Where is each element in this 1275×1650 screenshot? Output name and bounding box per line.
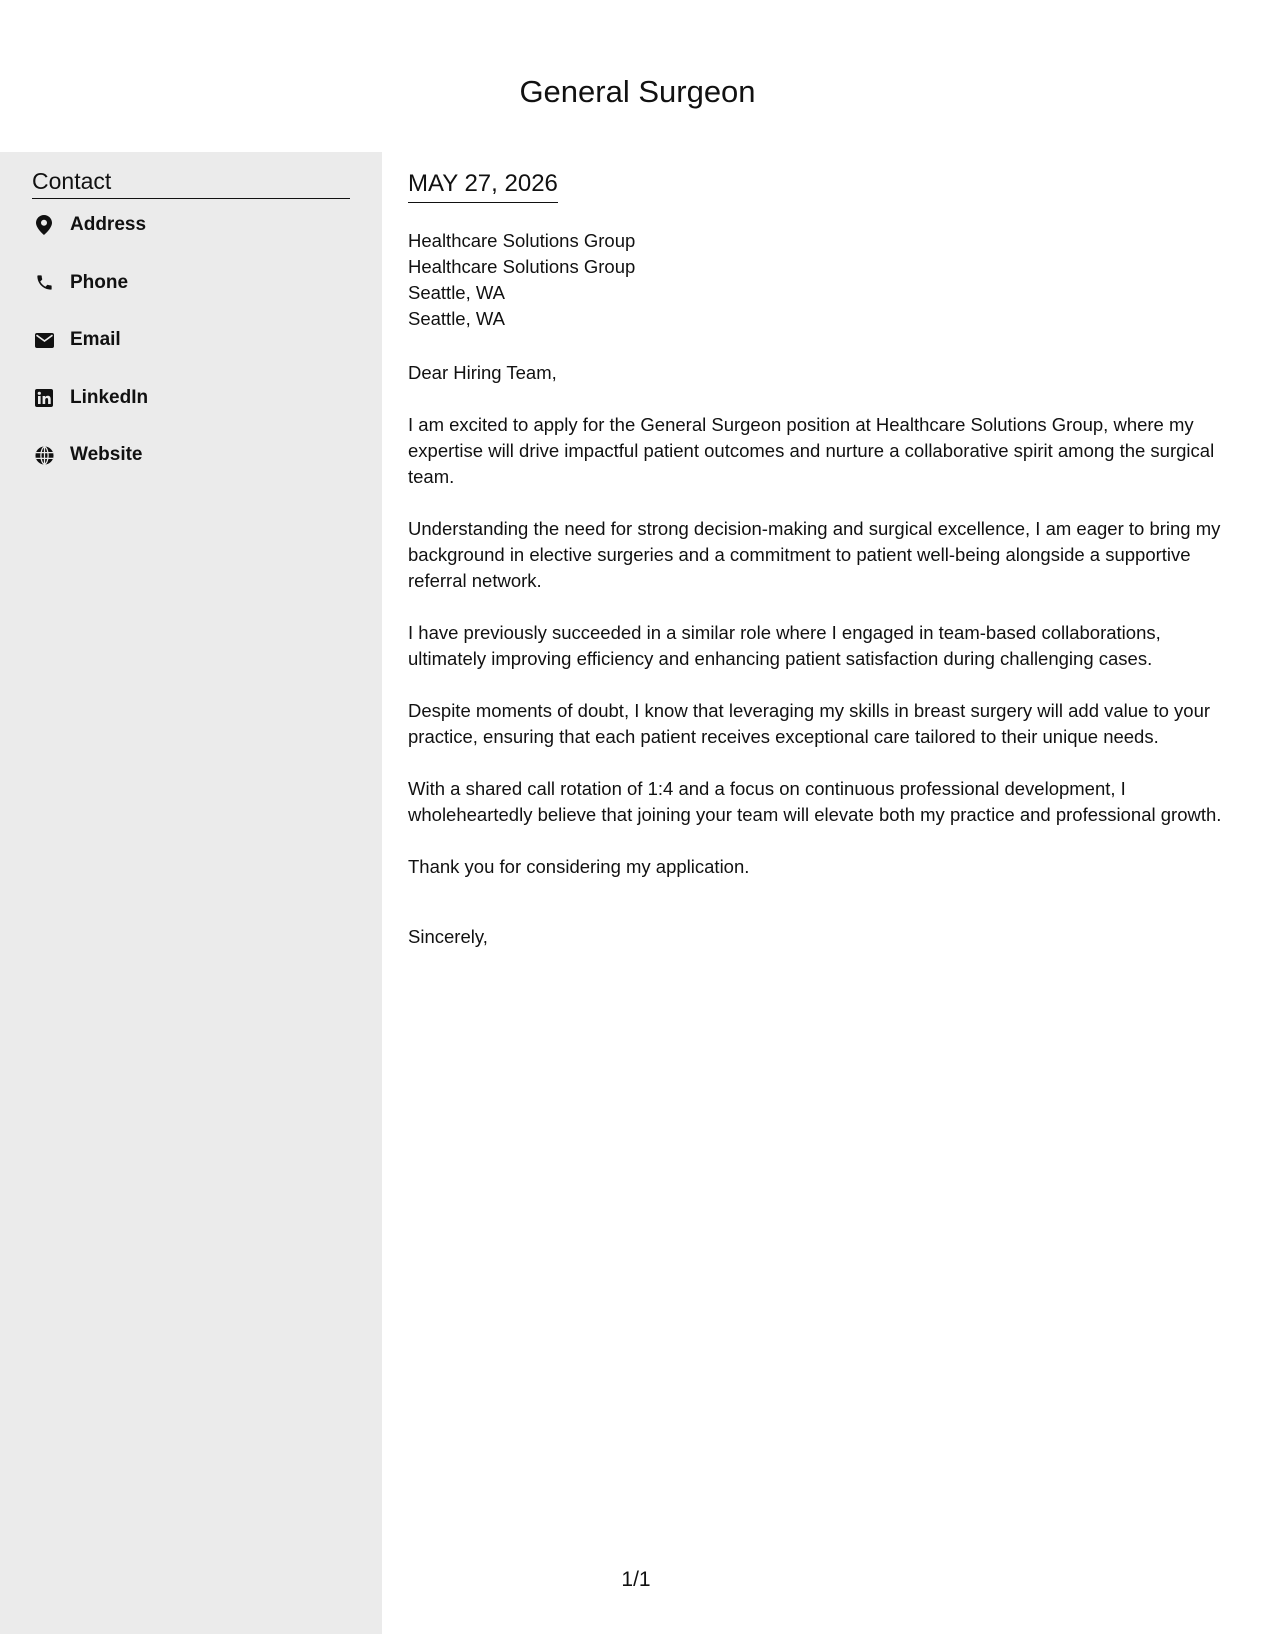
contact-item-email	[32, 325, 350, 355]
contact-label-email: Email	[70, 329, 121, 350]
recipient-line: Seattle, WA	[408, 308, 505, 329]
letter-date: MAY 27, 2026	[408, 168, 558, 203]
body-paragraph: Understanding the need for strong decision-making and surgical excellence, I am eager to bring my background in elective surgeries and a commitment to patient well-being alongside a supportive referral network.	[408, 518, 1221, 591]
contact-label-phone: Phone	[70, 271, 129, 293]
linkedin-icon	[33, 387, 55, 409]
recipient-block	[408, 228, 1240, 332]
recipient-line: Healthcare Solutions Group	[408, 230, 636, 251]
contact-heading: Contact	[32, 166, 350, 199]
map-pin-icon	[33, 214, 55, 236]
contact-label-address: Address	[70, 214, 147, 235]
contact-item-website	[32, 440, 350, 470]
letter-body	[408, 360, 1240, 950]
contact-label-linkedin: LinkedIn	[70, 386, 149, 408]
contact-label-website: Website	[70, 444, 143, 465]
globe-icon	[33, 444, 55, 466]
page-title: General Surgeon	[519, 74, 756, 109]
contact-item-phone	[32, 268, 350, 298]
body-paragraph: Thank you for considering my application.	[408, 856, 750, 877]
body-paragraph: With a shared call rotation of 1:4 and a focus on continuous professional development, I wholeheartedly believe that joining your team will elevate both my practice and professional growth.	[408, 778, 1222, 825]
body-paragraph: I have previously succeeded in a similar role where I engaged in team-based collaborations, ultimately improving efficiency and enhancing patient satisfaction during challenging cases.	[408, 622, 1161, 669]
recipient-line: Healthcare Solutions Group	[408, 256, 636, 277]
page-number: 1/1	[621, 1568, 651, 1591]
contact-list	[32, 210, 350, 498]
closing: Sincerely,	[408, 926, 488, 947]
body-paragraph: Despite moments of doubt, I know that leveraging my skills in breast surgery will add value to your practice, ensuring that each patient receives exceptional care tailored to their unique needs.	[408, 700, 1211, 747]
contact-sidebar	[0, 152, 382, 1634]
phone-icon	[33, 272, 55, 294]
body-paragraph: I am excited to apply for the General Surgeon position at Healthcare Solutions Group, where my expertise will drive impactful patient outcomes and nurture a collaborative spirit among the surgical team.	[408, 414, 1215, 487]
salutation: Dear Hiring Team,	[408, 362, 557, 383]
contact-item-address	[32, 210, 350, 240]
contact-item-linkedin	[32, 383, 350, 413]
recipient-line: Seattle, WA	[408, 282, 505, 303]
envelope-icon	[33, 329, 55, 351]
